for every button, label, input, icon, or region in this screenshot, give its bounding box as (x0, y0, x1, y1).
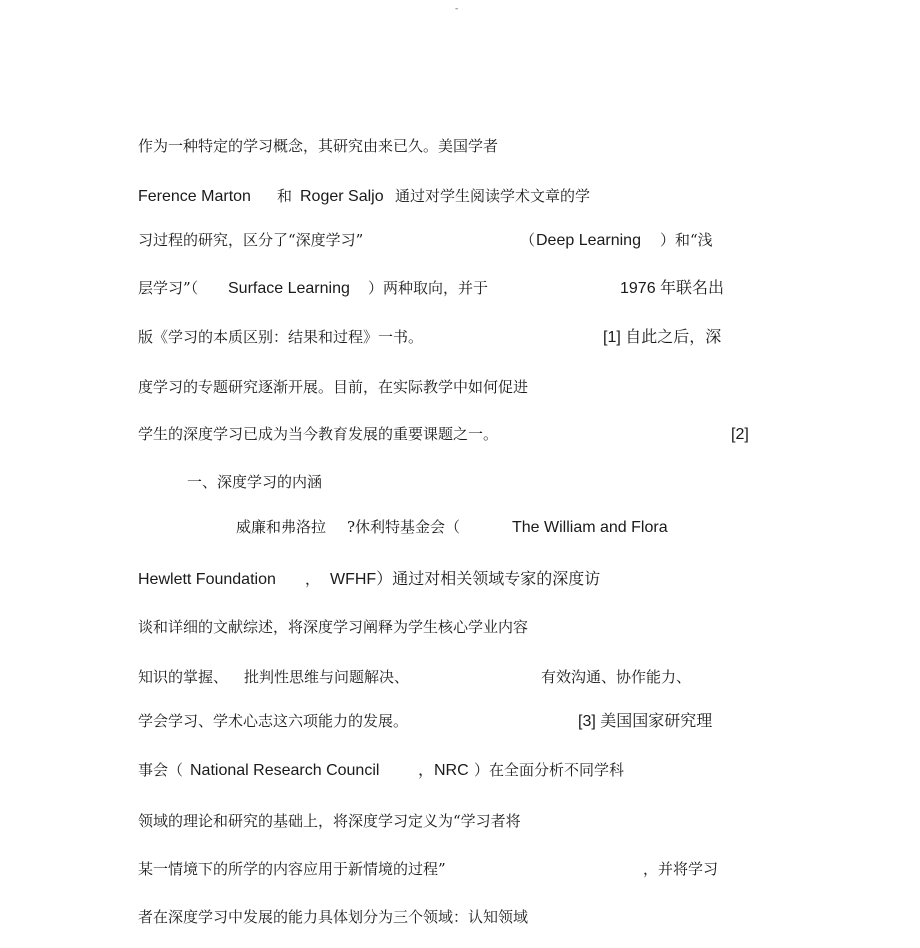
text-segment: ，并将学习 (643, 860, 719, 878)
text-segment: 威廉和弗洛拉 (236, 518, 327, 536)
text-segment: Ference Marton (138, 188, 251, 205)
text-segment: Hewlett Foundation (138, 571, 276, 588)
text-segment: 批判性思维与问题解决、 (244, 668, 410, 686)
text-segment: 作为一种特定的学习概念，其研究由来已久。美国学者 (138, 137, 499, 155)
text-segment: 和 (277, 187, 293, 205)
text-segment: 习过程的研究，区分了“深度学习” (138, 231, 364, 249)
text-segment: [3] 美国国家研究理 (578, 713, 713, 730)
text-segment: 知识的掌握、 (138, 668, 229, 686)
text-segment: National Research Council (190, 762, 380, 779)
text-segment: Deep Learning (536, 232, 641, 249)
text-segment: ）在全面分析不同学科 (474, 761, 625, 779)
text-segment: 有效沟通、协作能力、 (541, 668, 692, 686)
text-segment: 事会（ (138, 761, 184, 779)
text-segment: 者在深度学习中发展的能力具体划分为三个领域：认知领域 (138, 908, 529, 926)
text-segment: 学会学习、学术心志这六项能力的发展。 (138, 712, 409, 730)
text-segment: 某一情境下的所学的内容应用于新情境的过程” (138, 860, 446, 878)
text-segment: 度学习的专题研究逐渐开展。目前，在实际教学中如何促进 (138, 378, 529, 396)
text-segment: ?休利特基金会（ (347, 518, 461, 536)
section-heading-text: 一、深度学习的内涵 (187, 473, 323, 491)
text-segment: ，NRC (418, 762, 469, 779)
text-segment: 1976 年联名出 (620, 280, 725, 297)
text-segment: ）和“浅 (660, 231, 713, 249)
text-segment: 谈和详细的文献综述，将深度学习阐释为学生核心学业内容 (138, 618, 529, 636)
text-segment: The William and Flora (512, 519, 668, 536)
text-segment: Roger Saljo (300, 188, 384, 205)
text-segment: ）两种取向，并于 (368, 279, 489, 297)
text-segment: 领域的理论和研究的基础上，将深度学习定义为“学习者将 (138, 812, 521, 830)
text-segment: 层学习”（ (138, 279, 199, 297)
text-segment: ， (305, 570, 321, 588)
text-segment: Surface Learning (228, 280, 350, 297)
text-segment: 版《学习的本质区别：结果和过程》一书。 (138, 328, 424, 346)
text-segment: （ (520, 231, 536, 249)
text-segment: WFHF）通过对相关领域专家的深度访 (330, 571, 601, 588)
page-mark: - (455, 4, 459, 14)
text-segment: [1] 自此之后，深 (603, 329, 722, 346)
text-segment: [2] (731, 426, 749, 443)
text-segment: 通过对学生阅读学术文章的学 (395, 187, 591, 205)
text-segment: 学生的深度学习已成为当今教育发展的重要课题之一。 (138, 425, 499, 443)
